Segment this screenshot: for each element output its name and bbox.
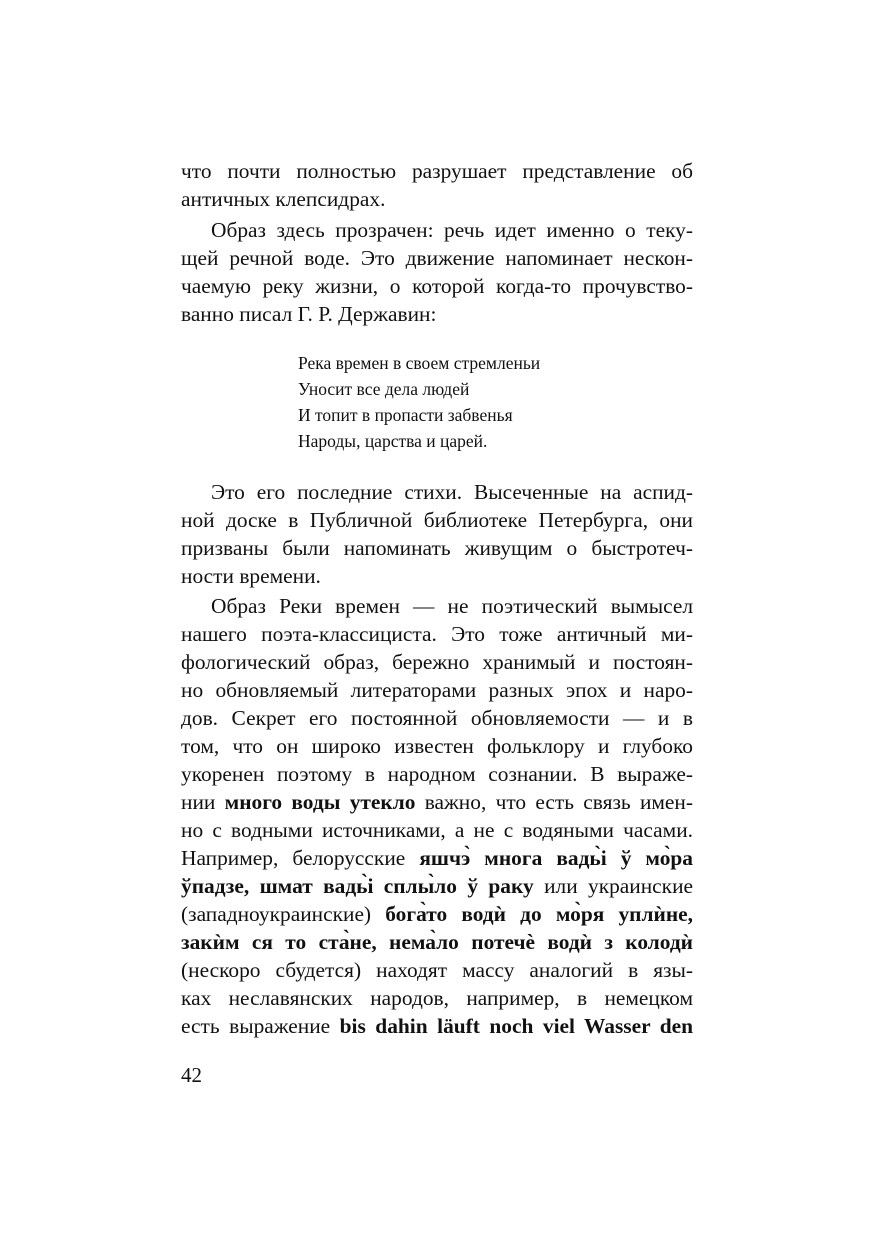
text-line: ках неславянских народов, например, в немецком bbox=[181, 986, 693, 1010]
bold-expression: закѝм ся то ста̀не, нема̀ло потечѐ водѝ з колодѝ bbox=[181, 930, 693, 954]
bold-expression: ўпадзе, шмат вадь̀і сплы̀ло ў раку bbox=[181, 874, 534, 898]
text-line: античных клепсидрах. bbox=[181, 187, 386, 211]
text-line: призваны были напоминать живущим о быстротеч- bbox=[181, 536, 693, 560]
text-line: Образ здесь прозрачен: речь идет именно о теку- bbox=[211, 218, 693, 242]
text-span: Например, белорусские bbox=[181, 846, 420, 870]
bold-expression: много воды утекло bbox=[224, 790, 416, 814]
text-line: Это его последние стихи. Высеченные на аспид- bbox=[211, 480, 693, 504]
text-line: (нескоро сбудется) находят массу аналогий в язы- bbox=[181, 958, 693, 982]
poem-line: Река времен в своем стремленьи bbox=[298, 353, 541, 373]
bold-expression: бога̀то водѝ до мо̀ря уплѝне, bbox=[385, 902, 693, 926]
text-line: что почти полностью разрушает представление об bbox=[181, 159, 693, 183]
text-line: дов. Секрет его постоянной обновляемости — и в bbox=[181, 706, 693, 730]
text-line: Образ Реки времен — не поэтический вымысел bbox=[211, 594, 693, 618]
text-span: нии bbox=[181, 790, 225, 814]
text-span: важно, что есть связь имен- bbox=[415, 790, 693, 814]
text-line: том, что он широко известен фольклору и глубоко bbox=[181, 734, 693, 758]
text-span: или украинские bbox=[533, 874, 694, 898]
text-line: чаемую реку жизни, о которой когда-то прочувство- bbox=[181, 274, 693, 298]
text-line bbox=[181, 900, 693, 928]
text-line bbox=[181, 788, 693, 816]
text-line bbox=[181, 844, 693, 872]
text-line: ной доске в Публичной библиотеке Петербурга, они bbox=[181, 508, 693, 532]
text-line: нашего поэта-классициста. Это тоже античный ми- bbox=[181, 622, 693, 646]
text-span: (западноукраинские) bbox=[181, 902, 386, 926]
text-line: но с водными источниками, а не с водяными часами. bbox=[181, 818, 693, 842]
text-line: ности времени. bbox=[181, 564, 321, 588]
text-line: ванно писал Г. Р. Державин: bbox=[181, 302, 437, 326]
poem-line: Уносит все дела людей bbox=[298, 379, 470, 399]
text-line bbox=[181, 872, 693, 900]
bold-expression: bis dahin läuft noch viel Wasser den bbox=[339, 1014, 693, 1038]
bold-expression: яшчэ̀ многа вадь̀і ў мо̀ра bbox=[419, 846, 694, 870]
poem-line: Народы, царства и царей. bbox=[298, 431, 488, 451]
text-line: но обновляемый литераторами разных эпох и наро- bbox=[181, 678, 693, 702]
poem-line: И топит в пропасти забвенья bbox=[298, 405, 513, 425]
text-line bbox=[181, 928, 693, 956]
text-line: укоренен поэтому в народном сознании. В выраже- bbox=[181, 762, 693, 786]
text-line: щей речной воде. Это движение напоминает нескон- bbox=[181, 246, 693, 270]
text-span: есть выражение bbox=[181, 1014, 340, 1038]
page-number: 42 bbox=[181, 1063, 202, 1087]
text-line bbox=[181, 1012, 693, 1040]
text-line: фологический образ, бережно хранимый и постоян- bbox=[181, 650, 693, 674]
